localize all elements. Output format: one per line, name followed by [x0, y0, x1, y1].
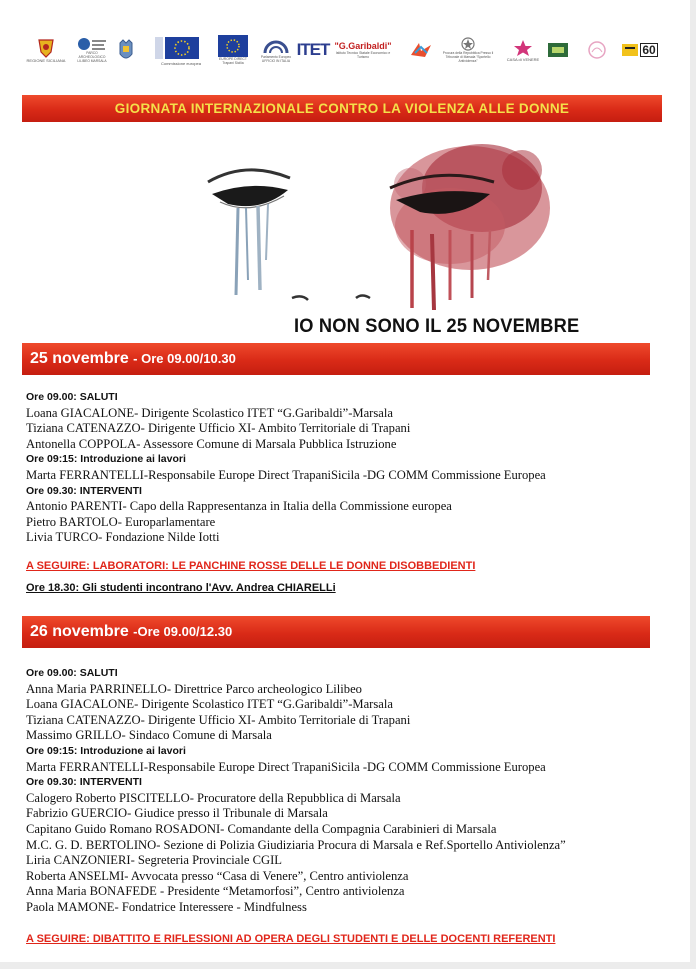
itet-logo — [296, 30, 330, 70]
day2-date: 26 novembre — [30, 623, 129, 640]
green-square-icon — [548, 43, 568, 57]
program-speaker: Anna Maria PARRINELLO- Direttrice Parco archeologico Lilibeo — [26, 681, 362, 696]
program-speaker: Pietro BARTOLO- Europarlamentare — [26, 514, 216, 529]
pink-logo — [582, 30, 612, 70]
europe-direct-logo — [216, 30, 250, 70]
day2-time: -Ore 09.00/12.30 — [133, 624, 233, 639]
slogan: IO NON SONO IL 25 NOVEMBRE — [294, 316, 580, 337]
parco-caption: PARCO ARCHEOLOGICO LILIBEO MARSALA — [77, 51, 107, 63]
procura-caption: Procura della Repubblica Presso il Tribunale di Marsala "Sportello Antiviolenza" — [442, 51, 494, 63]
day2-heading — [30, 616, 232, 648]
program-speaker: Fabrizio GUERCIO- Giudice presso il Tribunale di Marsala — [26, 806, 328, 821]
program-section-heading: Ore 09.30: INTERVENTI — [26, 776, 142, 789]
program-section-heading: Ore 09:15: Introduzione ai lavori — [26, 744, 186, 757]
casa-venere-logo — [506, 30, 540, 70]
program-speaker: Marta FERRANTELLI-Responsabile Europe Direct TrapaniSicila -DG COMM Commissione Europea — [26, 467, 546, 482]
program-section-heading: Ore 09.00: SALUTI — [26, 391, 118, 403]
parliament-hemicycle-icon — [263, 37, 289, 55]
day1-evening-meeting: Ore 18.30: Gli studenti incontrano l'Avv. Andrea CHIARELLi — [26, 582, 336, 594]
title-banner — [22, 95, 662, 122]
commissione-caption: Commissione europea — [160, 60, 202, 66]
parco-lilibeo-logo — [74, 30, 110, 70]
event-title: GIORNATA INTERNAZIONALE CONTRO LA VIOLENZA ALLE DONNE — [114, 101, 570, 116]
star-burst-icon — [409, 41, 433, 59]
eu-flag-icon — [155, 35, 207, 61]
regione-sicilia-caption: REGIONE SICILIANA — [26, 57, 66, 63]
itet-mark: ITET — [296, 40, 330, 59]
program-speaker: Tiziana CATENAZZO- Dirigente Ufficio XI- Ambito Territoriale di Trapani — [26, 712, 411, 727]
day2-program — [26, 666, 666, 916]
program-speaker: Massimo GRILLO- Sindaco Comune di Marsala — [26, 728, 272, 743]
europe-direct-caption: EUROPE DIRECT Trapani Sicilia — [219, 57, 247, 65]
venus-star-icon — [512, 39, 534, 57]
green-logo — [546, 30, 570, 70]
program-speaker: Antonella COPPOLA- Assessore Comune di Marsala Pubblica Istruzione — [26, 436, 397, 451]
day2-banner — [22, 616, 650, 648]
program-speaker: Liria CANZONIERI- Segreteria Provinciale CGIL — [26, 853, 282, 868]
comune-marsala-logo — [114, 30, 138, 70]
program-speaker: Loana GIACALONE- Dirigente Scolastico ITET “G.Garibaldi”-Marsala — [26, 405, 393, 420]
parlamento-europeo-logo — [256, 30, 296, 70]
procura-logo — [442, 30, 494, 70]
anniversary-number: 60 — [642, 43, 656, 57]
day1-follow-up: A SEGUIRE: LABORATORI: LE PANCHINE ROSSE DELLE LE DONNE DISOBBEDIENTI — [26, 560, 476, 572]
europe-direct-flag-icon — [218, 35, 248, 57]
program-speaker: Anna Maria BONAFEDE - Presidente “Metamorfosi”, Centro antiviolenza — [26, 884, 405, 899]
program-speaker: Paola MAMONE- Fondatrice Interessere - Mindfulness — [26, 899, 307, 914]
yellow-block-icon — [622, 43, 638, 57]
pink-circle-icon — [586, 40, 608, 60]
hero-crying-eyes-illustration — [150, 130, 570, 320]
day2-follow-up: A SEGUIRE: DIBATTITO E RIFLESSIONI AD OPERA DEGLI STUDENTI E DELLE DOCENTI REFERENTI — [26, 933, 556, 945]
trinacria-icon — [37, 38, 55, 58]
partner-logos — [26, 30, 662, 74]
day1-program — [26, 390, 666, 546]
program-section-heading: Ore 09:15: Introduzione ai lavori — [26, 453, 186, 466]
program-speaker: Loana GIACALONE- Dirigente Scolastico ITET “G.Garibaldi”-Marsala — [26, 697, 393, 712]
regione-sicilia-logo — [26, 30, 66, 70]
program-speaker: Livia TURCO- Fondazione Nilde Iotti — [26, 530, 220, 545]
parlamento-caption: Parlamento Europeo UFFICIO IN ITALIA — [260, 55, 292, 63]
colorful-logo — [408, 30, 434, 70]
commissione-europea-logo — [152, 30, 210, 70]
day1-date: 25 novembre — [30, 350, 129, 367]
garibaldi-caption: Istituto Tecnico Statale Economico e Turismo — [335, 51, 391, 59]
program-speaker: Calogero Roberto PISCITELLO- Procuratore della Repubblica di Marsala — [26, 790, 401, 805]
casa-venere-caption: CASA di VENERE — [506, 56, 540, 62]
program-speaker: Antonio PARENTI- Capo della Rappresentanza in Italia della Commissione europea — [26, 499, 452, 514]
program-speaker: Tiziana CATENAZZO- Dirigente Ufficio XI- Ambito Territoriale di Trapani — [26, 421, 411, 436]
anniversary-logo — [620, 30, 660, 70]
program-speaker: Roberta ANSELMI- Avvocata presso “Casa di Venere”, Centro antiviolenza — [26, 868, 409, 883]
city-crest-icon — [117, 38, 135, 62]
program-section-heading: Ore 09.30: INTERVENTI — [26, 484, 142, 497]
republic-emblem-icon — [461, 37, 475, 51]
garibaldi-name: "G.Garibaldi" — [334, 41, 392, 51]
day1-time: - Ore 09.00/10.30 — [133, 351, 236, 366]
day1-banner — [22, 343, 650, 375]
garibaldi-logo — [328, 30, 398, 70]
program-speaker: M.C. G. D. BERTOLINO- Sezione di Polizia Giudiziaria Procura di Marsala e Ref.Sportello Antiviolenza” — [26, 837, 566, 852]
program-section-heading: Ore 09.00: SALUTI — [26, 667, 118, 679]
program-speaker: Marta FERRANTELLI-Responsabile Europe Direct TrapaniSicila -DG COMM Commissione Europea — [26, 759, 546, 774]
day1-heading — [30, 343, 236, 375]
parco-emblem-icon — [77, 37, 107, 51]
program-speaker: Capitano Guido Romano ROSADONI- Comandante della Compagnia Carabinieri di Marsala — [26, 821, 497, 836]
